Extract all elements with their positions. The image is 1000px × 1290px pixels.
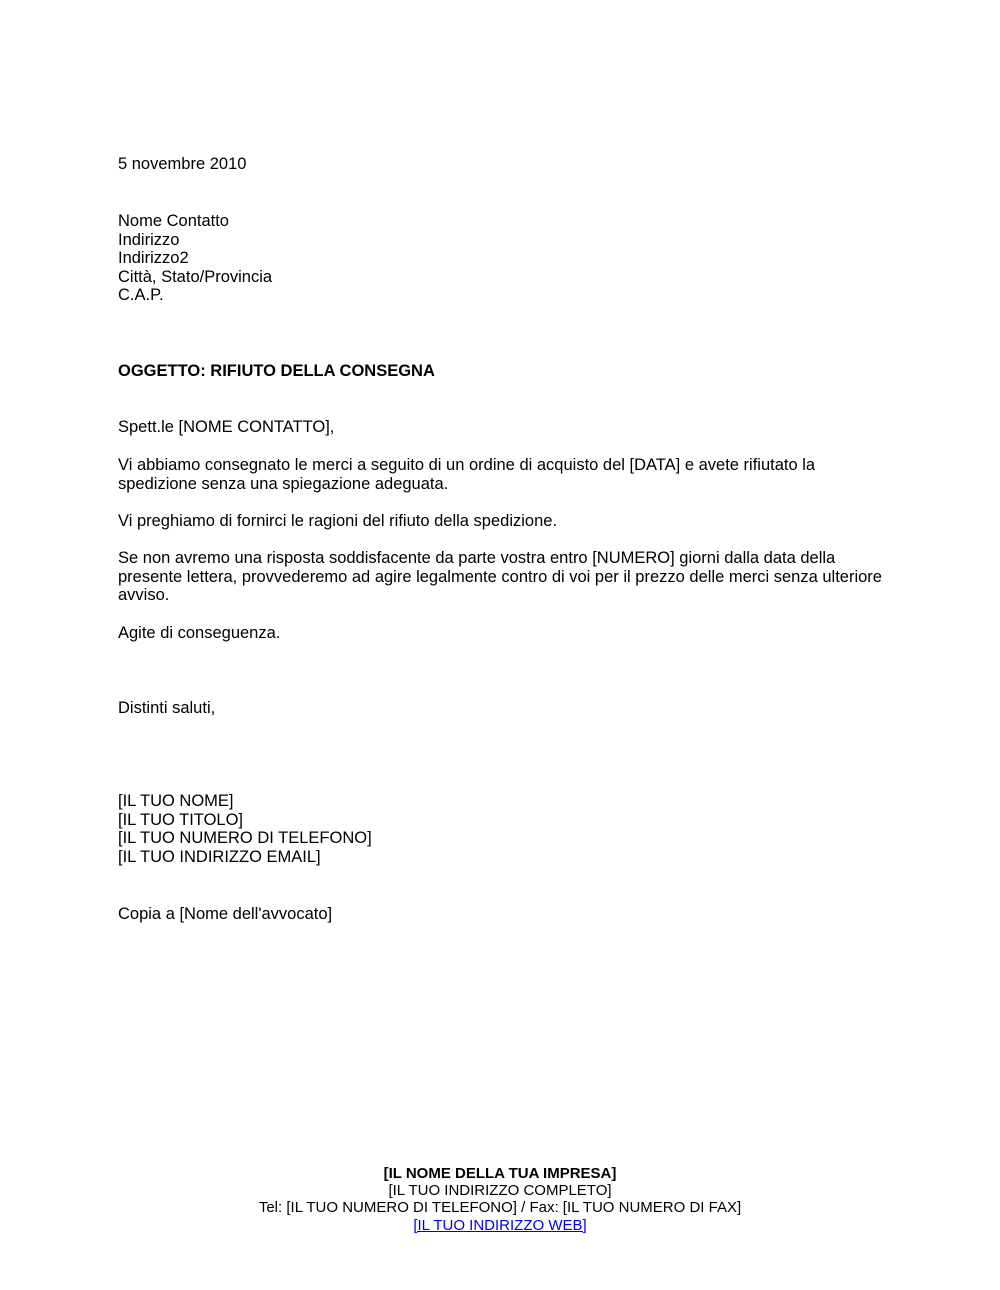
letter-date: 5 novembre 2010 [118,155,247,173]
body-paragraph-1-line-1: Vi abbiamo consegnato le merci a seguito di un ordine di acquisto del [DATA] e avete rifiutato la [118,456,816,474]
recipient-name: Nome Contatto [118,212,229,230]
carbon-copy-line: Copia a [Nome dell'avvocato] [118,905,333,923]
letterhead-footer [0,1165,1000,1234]
signature-title: [IL TUO TITOLO] [118,810,244,829]
body-paragraph-3-line-1: Se non avremo una risposta soddisfacente da parte vostra entro [NUMERO] giorni dalla data della [118,549,836,567]
recipient-address-block [118,212,272,305]
signature-block [118,792,372,866]
body-paragraph-1-line-2: spedizione senza una spiegazione adeguata. [118,474,449,493]
signature-name: [IL TUO NOME] [118,792,234,810]
letter-closing: Distinti saluti, [118,699,216,717]
footer-company-name: [IL NOME DELLA TUA IMPRESA] [383,1165,617,1182]
letter-salutation: Spett.le [NOME CONTATTO], [118,418,335,436]
signature-email: [IL TUO INDIRIZZO EMAIL] [118,847,321,866]
letter-subject: OGGETTO: RIFIUTO DELLA CONSEGNA [118,362,435,380]
body-paragraph-2: Vi preghiamo di fornirci le ragioni del rifiuto della spedizione. [118,512,558,530]
body-paragraph-3 [118,549,882,605]
signature-phone: [IL TUO NUMERO DI TELEFONO] [118,829,372,848]
footer-address: [IL TUO INDIRIZZO COMPLETO] [388,1182,612,1200]
recipient-address-line1: Indirizzo [118,230,180,249]
recipient-city-state: Città, Stato/Provincia [118,267,273,286]
body-paragraph-3-line-2: presente lettera, provvederemo ad agire legalmente contro di voi per il prezzo delle merci senza ulteriore [118,567,882,586]
body-paragraph-3-line-3: avviso. [118,586,170,605]
recipient-zip: C.A.P. [118,286,164,305]
body-paragraph-4: Agite di conseguenza. [118,624,281,642]
footer-website-link[interactable]: [IL TUO INDIRIZZO WEB] [413,1216,587,1234]
recipient-address-line2: Indirizzo2 [118,249,189,268]
body-paragraph-1 [118,456,815,493]
footer-contacts: Tel: [IL TUO NUMERO DI TELEFONO] / Fax: [IL TUO NUMERO DI FAX] [258,1199,742,1217]
